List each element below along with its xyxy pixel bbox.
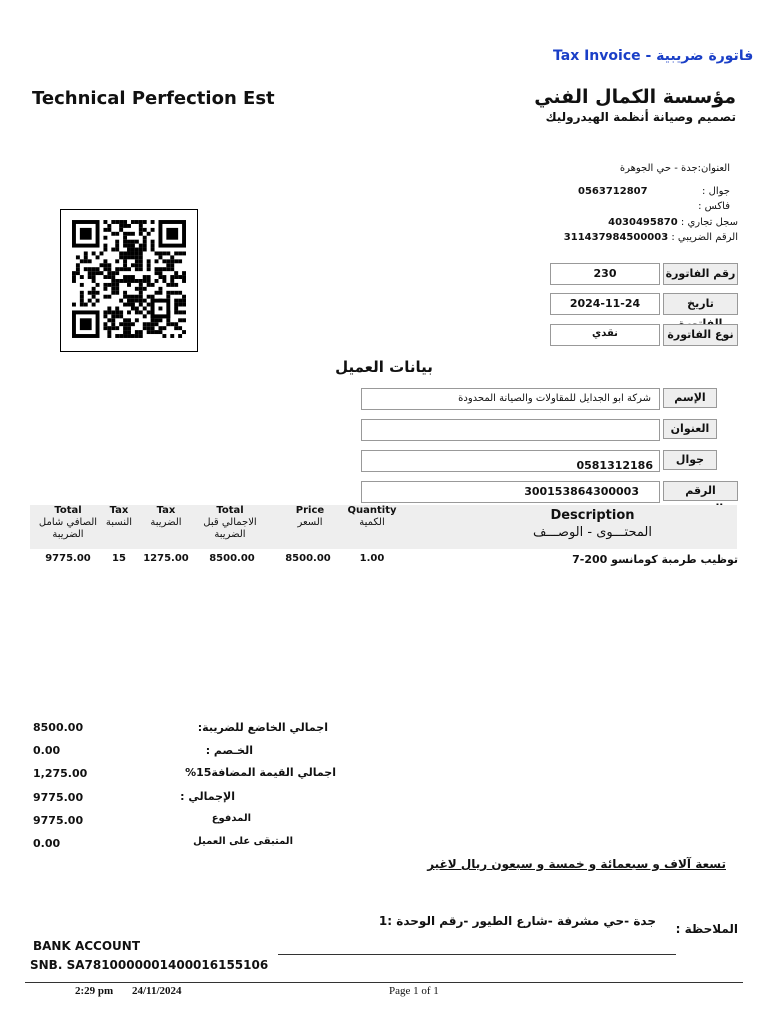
- seller-vat-label: الرقم الضريبي: [677, 232, 738, 243]
- row-subtotal: 8500.00: [209, 553, 255, 564]
- vat-total-label: اجمالي القيمة المضافة15%: [185, 766, 336, 779]
- header-quantity: Quantity الكمية: [347, 505, 397, 528]
- header-subtotal: Total الاجمالي قبل الضريبة: [203, 505, 257, 540]
- invoice-number-label: رقم الفاتورة: [663, 263, 738, 285]
- row-description: توظيب طرمبة كومانسو 200-7: [572, 553, 738, 566]
- company-name-en: Technical Perfection Est: [32, 88, 275, 109]
- seller-cr-value: 4030495870: [608, 217, 678, 228]
- seller-address: [620, 163, 730, 174]
- customer-vat-value: 300153864300003: [361, 481, 660, 503]
- seller-vat: الرقم الضريبي : 311437984500003: [563, 232, 738, 243]
- header-tax-rate: Tax النسبة: [105, 505, 133, 528]
- header-price: Price السعر: [295, 505, 325, 528]
- invoice-date-value: 2024-11-24: [550, 293, 660, 315]
- customer-address-label: العنوان: [663, 419, 717, 439]
- vat-total-value: 1,275.00: [33, 767, 88, 780]
- paid-value: 9775.00: [33, 814, 84, 827]
- row-total: 9775.00: [45, 553, 91, 564]
- discount-value: 0.00: [33, 744, 61, 757]
- customer-section-title: بيانات العميل: [335, 358, 433, 376]
- customer-mobile-label: جوال: [663, 450, 717, 470]
- discount-label: الخـصم :: [205, 744, 253, 757]
- invoice-date-label: تاريخ: [663, 293, 738, 315]
- seller-mobile-label: جوال :: [702, 186, 730, 197]
- bank-title: BANK ACCOUNT: [33, 939, 141, 953]
- qr-code: [60, 209, 198, 352]
- row-tax-rate: 15: [112, 553, 126, 564]
- invoice-type-label: نوع الفاتورة: [663, 324, 738, 346]
- notes-label: الملاحظة :: [675, 922, 738, 936]
- grand-total-label: الإجمالي :: [180, 790, 235, 803]
- seller-address-label: العنوان:جدة: [681, 163, 730, 174]
- seller-cr-label: سجل تجاري: [687, 217, 738, 228]
- remaining-value: 0.00: [33, 837, 61, 850]
- header-tax: Tax الضريبة: [150, 505, 182, 528]
- invoice-type-value: نقدي: [550, 324, 660, 346]
- taxable-label: اجمالي الخاضع للضريبة:: [197, 721, 328, 734]
- remaining-label: المتبقى على العميل: [193, 836, 293, 847]
- customer-name-value: شركة ابو الجدايل للمقاولات والصيانة المحدودة: [361, 388, 660, 410]
- paid-label: المدفوع: [211, 813, 251, 824]
- customer-vat-label: الرقم: [663, 481, 738, 501]
- customer-mobile-value: 0581312186: [361, 450, 660, 472]
- customer-address-value: [361, 419, 660, 441]
- seller-address-value: - حي الجوهرة: [619, 163, 678, 174]
- footer-page: Page 1 of 1: [389, 985, 439, 997]
- seller-vat-value: 311437984500003: [563, 232, 669, 243]
- company-name-ar: مؤسسة الكمال الفني: [534, 86, 736, 108]
- seller-fax-label: فاكس: [704, 201, 730, 212]
- customer-name-label: الإسم: [663, 388, 717, 408]
- invoice-number-value: 230: [550, 263, 660, 285]
- row-tax: 1275.00: [143, 553, 189, 564]
- notes-value: جدة -حي مشرفة -شارع الطيور -رقم الوحدة :1: [378, 914, 656, 928]
- row-price: 8500.00: [285, 553, 331, 564]
- taxable-value: 8500.00: [33, 721, 84, 734]
- footer-date: 24/11/2024: [132, 985, 182, 997]
- footer-divider: [25, 982, 743, 983]
- amount-in-words: تسعة آلاف و سبعمائة و خمسة و سبعون ريال لاغير: [427, 857, 726, 871]
- row-quantity: 1.00: [359, 553, 385, 564]
- seller-mobile-value: 0563712807: [578, 186, 648, 197]
- header-total: Total الصافي شامل الضريبة: [38, 505, 98, 540]
- seller-fax: فاكس :: [698, 201, 730, 212]
- seller-cr: سجل تجاري : 4030495870: [608, 217, 738, 228]
- header-description: Description المحتـــوى - الوصـــف: [533, 508, 652, 540]
- invoice-title: Tax Invoice - فاتورة ضريبية: [553, 48, 754, 64]
- qr-code-icon: [72, 220, 186, 338]
- footer-time: 2:29 pm: [75, 985, 114, 997]
- grand-total-value: 9775.00: [33, 791, 84, 804]
- notes-underline: [278, 954, 676, 955]
- company-subtitle: تصميم وصيانة أنظمة الهيدروليك: [545, 110, 736, 124]
- bank-account: SNB. SA7810000001400016155106: [30, 958, 269, 972]
